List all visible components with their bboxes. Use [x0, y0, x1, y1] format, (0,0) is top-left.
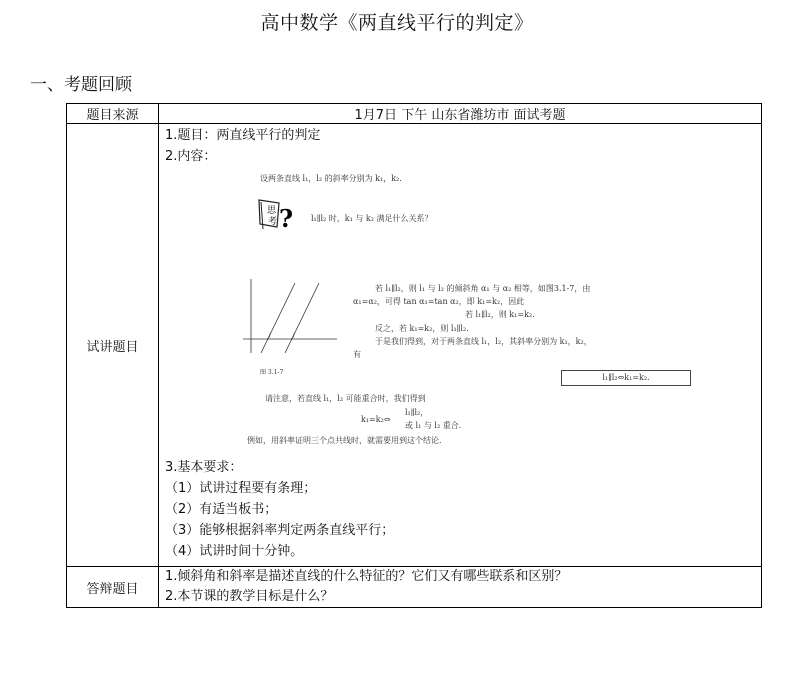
graph-caption: 图 3.1-7 [260, 369, 284, 376]
think-icon [257, 197, 297, 233]
excerpt-para-6: 有 [353, 350, 361, 359]
requirement-item: （3）能够根据斜率判定两条直线平行； [165, 523, 395, 538]
formula-box: l₁∥l₂⇔k₁=k₂. [561, 370, 691, 386]
topic-content [159, 124, 762, 567]
section-heading: 一、考题回顾 [30, 75, 132, 95]
topic-content-heading: 2.内容： [165, 149, 217, 164]
textbook-excerpt [165, 167, 755, 453]
defense-question: 1.倾斜角和斜率是描述直线的什么特征的？它们又有哪些联系和区别？ [165, 569, 568, 584]
think-mark: ? [279, 204, 294, 233]
excerpt-note-1: 请注意，若直线 l₁，l₂ 可能重合时，我们得到 [265, 394, 426, 403]
excerpt-para-1: 若 l₁∥l₂，则 l₁ 与 l₂ 的倾斜角 α₁ 与 α₂ 相等，如图3.1-7，由 [375, 284, 591, 293]
defense-label: 答辩题目 [67, 567, 159, 608]
exam-review-table [66, 103, 762, 608]
think-char-1: 思 [267, 206, 277, 216]
excerpt-intro: 设两条直线 l₁，l₂ 的斜率分别为 k₁，k₂. [260, 174, 402, 183]
think-question: l₁∥l₂ 时，k₁ 与 k₂ 满足什么关系？ [311, 214, 433, 223]
excerpt-note-3: l₁∥l₂， [405, 408, 429, 417]
source-value: 1月7日 下午 山东省潍坊市 面试考题 [159, 104, 762, 124]
topic-row [67, 124, 762, 567]
excerpt-para-2: α₁=α₂，可得 tan α₁=tan α₂，即 k₁=k₂，因此 [353, 297, 525, 306]
topic-label: 试讲题目 [67, 124, 159, 567]
source-label: 题目来源 [67, 104, 159, 124]
excerpt-note-4: 或 l₁ 与 l₂ 重合. [405, 421, 462, 430]
excerpt-para-5: 于是我们得到，对于两条直线 l₁，l₂，其斜率分别为 k₁，k₂， [375, 337, 592, 346]
excerpt-para-3: 若 l₁∥l₂，则 k₁=k₂. [465, 310, 535, 319]
defense-content [159, 567, 762, 608]
topic-title-line: 1.题目：两直线平行的判定 [165, 128, 321, 143]
defense-question: 2.本节课的教学目标是什么？ [165, 589, 334, 604]
parallel-lines-graph [243, 277, 338, 357]
excerpt-note-5: 例如，用斜率证明三个点共线时，就需要用到这个结论. [247, 436, 442, 445]
document-title: 高中数学《两直线平行的判定》 [260, 12, 534, 34]
requirements-heading: 3.基本要求： [165, 460, 243, 475]
requirement-item: （4）试讲时间十分钟。 [165, 544, 304, 559]
source-row [67, 104, 762, 124]
excerpt-note-2: k₁=k₂⇔ [361, 415, 391, 424]
think-char-2: 考 [268, 217, 278, 227]
requirement-item: （2）有适当板书； [165, 502, 278, 517]
requirement-item: （1）试讲过程要有条理； [165, 481, 317, 496]
excerpt-para-4: 反之，若 k₁=k₂，则 l₁∥l₂. [375, 324, 469, 333]
defense-row [67, 567, 762, 608]
